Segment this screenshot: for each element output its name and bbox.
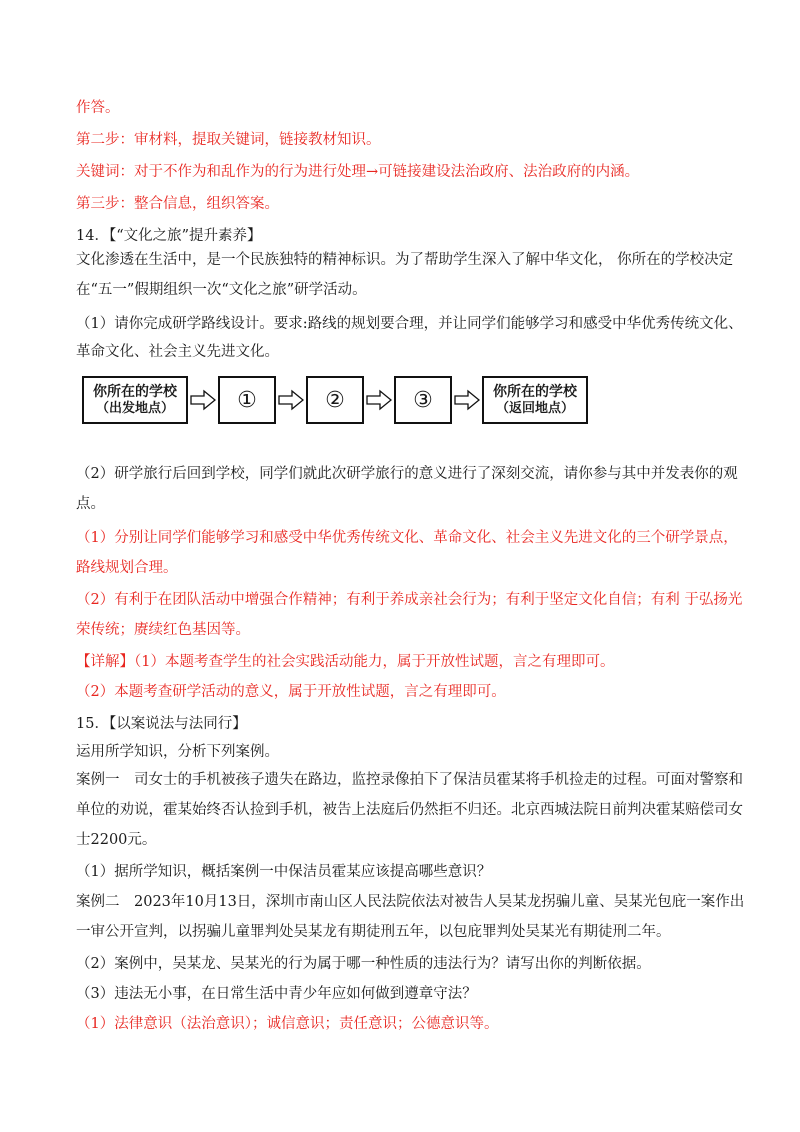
- step-2-label: ②: [325, 387, 345, 413]
- step-2-box: [306, 376, 364, 424]
- step-1-label: ①: [237, 387, 257, 413]
- q15-question-1: （1）据所学知识，概括案例一中保洁员霍某应该提高哪些意识？: [76, 864, 492, 880]
- q14-sub2-line2: 点。: [76, 496, 105, 512]
- q15-case2-line1: 案例二 2023年10月13日，深圳市南山区人民法院依法对被告人吴某龙拐骗儿童、吴某光包庇一案作出: [76, 894, 745, 910]
- start-point-box: [82, 376, 188, 424]
- q14-intro-2: 在“五一”假期组织一次“文化之旅”研学活动。: [76, 282, 367, 298]
- q15-case1-line3: 士2200元。: [76, 832, 157, 848]
- arrow-right-icon: [278, 389, 304, 411]
- q14-intro-1: 文化渗透在生活中，是一个民族独特的精神标识。为了帮助学生深入了解中华文化， 你所在的学校决定: [76, 252, 734, 268]
- q15-case1-line2: 单位的劝说，霍某始终否认捡到手机，被告上法庭后仍然拒不归还。北京西城法院日前判决霍某赔偿司女: [76, 802, 743, 818]
- q15-case1-line1: 案例一 司女士的手机被孩子遗失在路边，监控录像拍下了保洁员霍某将手机捡走的过程。可面对警察和: [76, 772, 743, 788]
- q15-intro: 运用所学知识，分析下列案例。: [76, 744, 279, 760]
- q14-detail-2: （2）本题考查研学活动的意义，属于开放性试题，言之有理即可。: [76, 684, 506, 700]
- start-point-label: 你所在的学校: [93, 383, 177, 400]
- start-point-sub: （出发地点）: [95, 400, 174, 416]
- q14-detail-1: 【详解】（1）本题考查学生的社会实践活动能力，属于开放性试题，言之有理即可。: [76, 654, 615, 670]
- q15-answer-1: （1）法律意识（法治意识）；诚信意识；责任意识；公德意识等。: [76, 1016, 499, 1032]
- route-flow-diagram: [82, 376, 602, 428]
- arrow-right-icon: [366, 389, 392, 411]
- q15-question-3: （3）违法无小事，在日常生活中青少年应如何做到遵章守法？: [76, 986, 477, 1002]
- q13-text-1: 作答。: [76, 100, 120, 116]
- q14-answer2-line2: 荣传统；赓续红色基因等。: [76, 622, 250, 638]
- q15-case2-line2: 一审公开宣判，以拐骗儿童罪判处吴某龙有期徒刑五年，以包庇罪判处吴某光有期徒刑二年。: [76, 924, 671, 940]
- q14-answer1-line1: （1）分别让同学们能够学习和感受中华优秀传统文化、革命文化、社会主义先进文化的三个研学景点，: [76, 530, 738, 546]
- end-point-label: 你所在的学校: [493, 383, 577, 400]
- q15-question-2: （2）案例中，吴某龙、吴某光的行为属于哪一种性质的违法行为？请写出你的判断依据。: [76, 956, 651, 972]
- q14-answer2-line1: （2）有利于在团队活动中增强合作精神；有利于养成亲社会行为；有利于坚定文化自信；有利 于弘扬光: [76, 592, 743, 608]
- arrow-right-icon: [190, 389, 216, 411]
- q13-step-3: 第三步：整合信息，组织答案。: [76, 196, 279, 212]
- step-3-label: ③: [413, 387, 433, 413]
- end-point-box: [482, 376, 588, 424]
- q14-sub1-line2: 革命文化、社会主义先进文化。: [76, 344, 279, 360]
- q14-title: 14．【“文化之旅”提升素养】: [76, 228, 262, 244]
- arrow-right-icon: [454, 389, 480, 411]
- q14-answer1-line2: 路线规划合理。: [76, 560, 178, 576]
- step-1-box: [218, 376, 276, 424]
- end-point-sub: （返回地点）: [495, 400, 574, 416]
- q14-sub2-line1: （2）研学旅行后回到学校，同学们就此次研学旅行的意义进行了深刻交流，请你参与其中并发表你的观: [76, 466, 738, 482]
- q13-step-2: 第二步：审材料，提取关键词，链接教材知识。: [76, 132, 381, 148]
- q15-title: 15．【以案说法与法同行】: [76, 716, 247, 732]
- step-3-box: [394, 376, 452, 424]
- q14-sub1-line1: （1）请你完成研学路线设计。要求:路线的规划要合理，并让同学们能够学习和感受中华优秀传统文化、: [76, 316, 743, 332]
- q13-keywords: 关键词：对于不作为和乱作为的行为进行处理→可链接建设法治政府、法治政府的内涵。: [76, 164, 640, 180]
